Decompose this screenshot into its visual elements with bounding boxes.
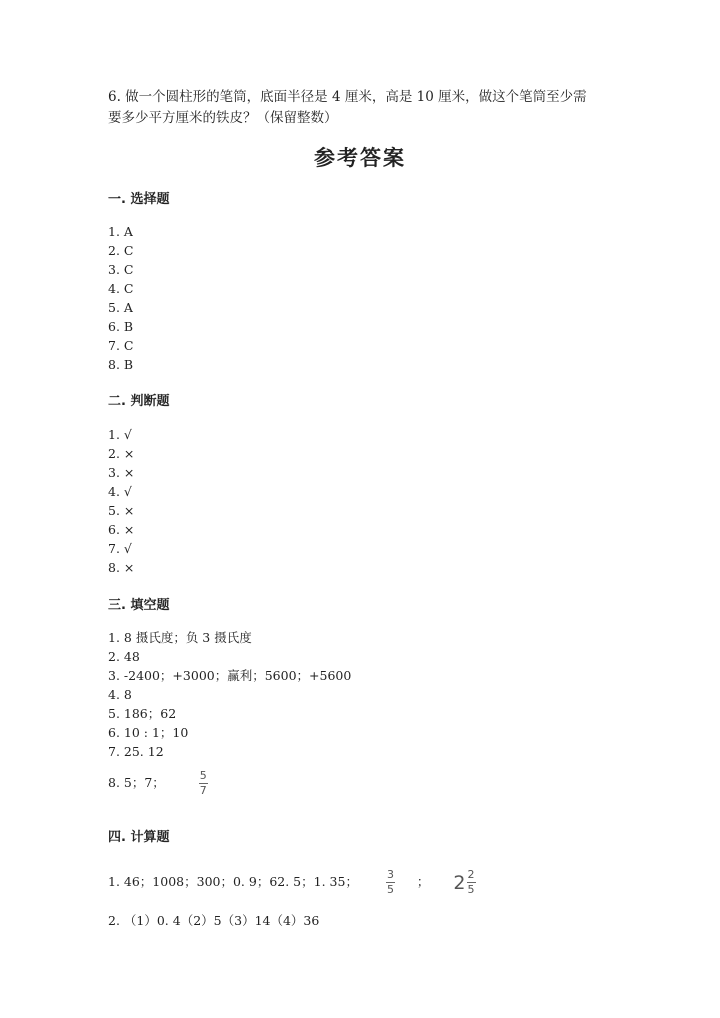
fraction — [386, 869, 395, 896]
fill-answer-8-text: 8. 5；7； — [108, 775, 165, 790]
list-item: 6. × — [108, 522, 135, 537]
calc-answer-2: 2. （1）0. 4（2）5（3）14（4）36 — [108, 913, 320, 928]
question-6-line-1: 6. 做一个圆柱形的笔筒，底面半径是 4 厘米，高是 10 厘米，做这个笔筒至少需 — [108, 89, 587, 105]
fill-answer-8 — [108, 770, 208, 797]
list-item: 6. B — [108, 319, 134, 334]
fraction-numerator: 5 — [199, 769, 207, 782]
choice-answer-list — [108, 222, 133, 374]
mixed-number-whole: 2 — [453, 871, 466, 894]
list-item: 7. 25. 12 — [108, 744, 164, 759]
list-item: 8. × — [108, 560, 135, 575]
list-item: 2. 48 — [108, 649, 140, 664]
fraction-numerator: 3 — [386, 868, 394, 881]
fraction-denominator: 5 — [386, 883, 394, 896]
fraction-denominator: 5 — [467, 883, 475, 896]
fraction — [467, 869, 476, 896]
answer-title: 参考答案 — [314, 146, 406, 170]
list-item: 4. 8 — [108, 687, 132, 702]
list-item: 1. A — [108, 224, 133, 239]
section-heading-fill: 三. 填空题 — [108, 598, 170, 613]
list-item: 2. C — [108, 243, 134, 258]
fill-answer-list — [108, 628, 351, 761]
section-heading-judge: 二. 判断题 — [108, 394, 170, 409]
list-item: 5. × — [108, 503, 135, 518]
section-heading-calc: 四. 计算题 — [108, 830, 170, 845]
list-item: 5. 186；62 — [108, 706, 177, 721]
list-item: 8. B — [108, 357, 134, 372]
question-6 — [108, 87, 628, 129]
list-item: 1. √ — [108, 427, 132, 442]
list-item: 7. √ — [108, 541, 132, 556]
list-item: 5. A — [108, 300, 133, 315]
fraction — [199, 770, 208, 797]
list-item: 7. C — [108, 338, 134, 353]
list-item: 6. 10 : 1；10 — [108, 725, 189, 740]
question-6-line-2: 要多少平方厘米的铁皮？（保留整数） — [108, 110, 338, 126]
list-item: 3. × — [108, 465, 135, 480]
calc-answer-1 — [108, 869, 476, 896]
judge-answer-list — [108, 425, 134, 577]
list-item: 1. 8 摄氏度；负 3 摄氏度 — [108, 630, 252, 645]
fraction-numerator: 2 — [467, 868, 475, 881]
list-item: 4. √ — [108, 484, 132, 499]
fraction-denominator: 7 — [199, 784, 207, 797]
separator: ； — [416, 874, 430, 889]
list-item: 3. -2400；+3000；赢利；5600；+5600 — [108, 668, 352, 683]
calc-answer-1-text: 1. 46；1008；300；0. 9；62. 5；1. 35； — [108, 874, 358, 889]
list-item: 4. C — [108, 281, 134, 296]
section-heading-choice: 一. 选择题 — [108, 192, 170, 207]
list-item: 2. × — [108, 446, 135, 461]
list-item: 3. C — [108, 262, 134, 277]
mixed-number — [453, 869, 475, 896]
